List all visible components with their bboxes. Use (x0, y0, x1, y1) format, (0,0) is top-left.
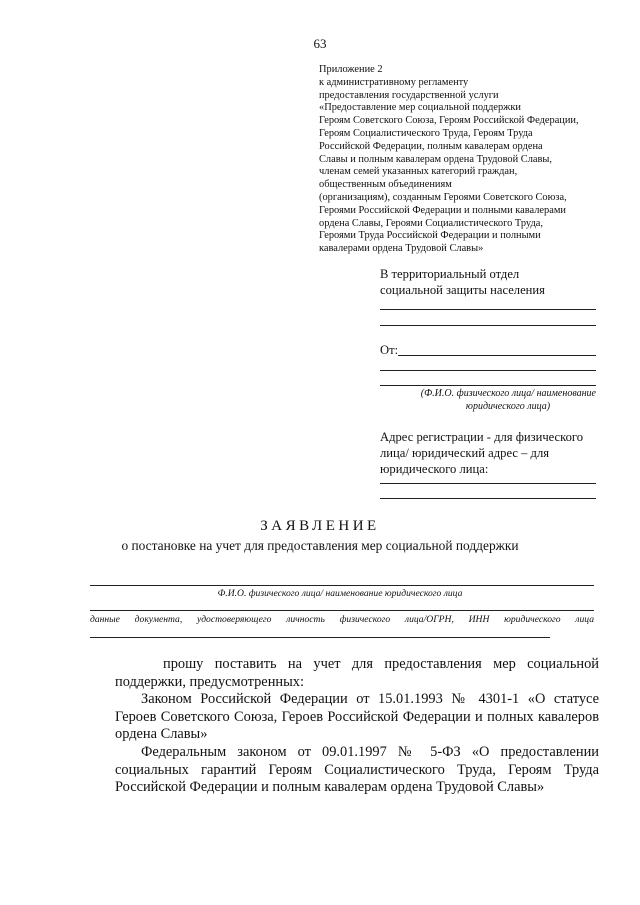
fio-caption: Ф.И.О. физического лица/ наименование юридического лица (217, 588, 463, 599)
appendix-line: Героям Советского Союза, Героям Российской Федерации, (319, 115, 579, 127)
appendix-line: кавалерами ордена Трудовой Славы» (319, 243, 484, 255)
recipient-fill-line[interactable] (380, 325, 596, 326)
body-paragraph-2: Законом Российской Федерации от 15.01.1993 № 4301-1 «О статусе Героев Советского Союза, Героев Российской Федерации и полных кавалеров ордена Славы» (115, 691, 599, 743)
address-line-1: Адрес регистрации - для физического (380, 430, 584, 444)
document-caption: данные документа, удостоверяющего личность физического лица/ОГРН, ИНН юридического лица (90, 614, 594, 625)
from-caption-line-1: (Ф.И.О. физического лица/ наименование (420, 388, 596, 399)
address-line-3: юридического лица: (380, 462, 489, 476)
appendix-line: (организациям), созданным Героями Советского Союза, (319, 191, 567, 203)
appendix-line: Героями Российской Федерации и полными кавалерами (319, 204, 566, 216)
body-paragraph-3: Федеральным законом от 09.01.1997 № 5-ФЗ «О предоставлении социальных гарантий Героям Социалистического Труда, Героям Труда Российской Федерации и полным кавалерам ордена Трудовой Славы» (115, 743, 599, 796)
appendix-header (319, 64, 604, 256)
appendix-line: Героям Социалистического Труда, Героям Труда (319, 127, 533, 139)
from-fill-line[interactable] (398, 355, 596, 356)
document-fill-line[interactable] (90, 637, 550, 638)
appendix-line: членам семей указанных категорий граждан, (319, 166, 518, 178)
recipient-line-1: В территориальный отдел (380, 267, 520, 281)
from-fill-line[interactable] (380, 370, 596, 371)
appendix-line: «Предоставление мер социальной поддержки (319, 102, 521, 114)
from-caption-line-2: юридического лица) (465, 401, 551, 412)
appendix-line: общественным объединениям (319, 179, 452, 191)
address-fill-line[interactable] (380, 483, 596, 484)
appendix-line: Российской Федерации, полным кавалерам ордена (319, 140, 543, 152)
recipient-fill-line[interactable] (380, 309, 596, 310)
recipient-block (380, 266, 600, 298)
address-block (380, 429, 600, 477)
recipient-line-2: социальной защиты населения (380, 283, 545, 297)
appendix-line: предоставления государственной услуги (319, 89, 499, 101)
from-label: От: (380, 343, 399, 357)
fio-fill-line[interactable] (90, 585, 594, 586)
appendix-line: Приложение 2 (319, 64, 383, 75)
address-fill-line[interactable] (380, 498, 596, 499)
appendix-line: к административному регламенту (319, 76, 469, 88)
body-paragraph-1: прошу поставить на учет для предоставления мер социальной поддержки, предусмотренных: (115, 656, 599, 690)
appendix-line: ордена Славы, Героями Социалистического Труда, (319, 217, 543, 229)
request-body (115, 656, 599, 797)
document-title: ЗАЯВЛЕНИЕ (260, 518, 380, 534)
document-fill-line[interactable] (90, 610, 594, 611)
from-caption (380, 387, 596, 413)
page-number: 63 (313, 36, 327, 51)
appendix-line: Героями Труда Российской Федерации и полными (319, 230, 541, 242)
from-fill-line[interactable] (380, 385, 596, 386)
document-subtitle: о постановке на учет для предоставления мер социальной поддержки (121, 538, 519, 553)
address-line-2: лица/ юридический адрес – для (380, 446, 550, 460)
appendix-line: Славы и полным кавалерам ордена Трудовой Славы, (319, 153, 552, 165)
